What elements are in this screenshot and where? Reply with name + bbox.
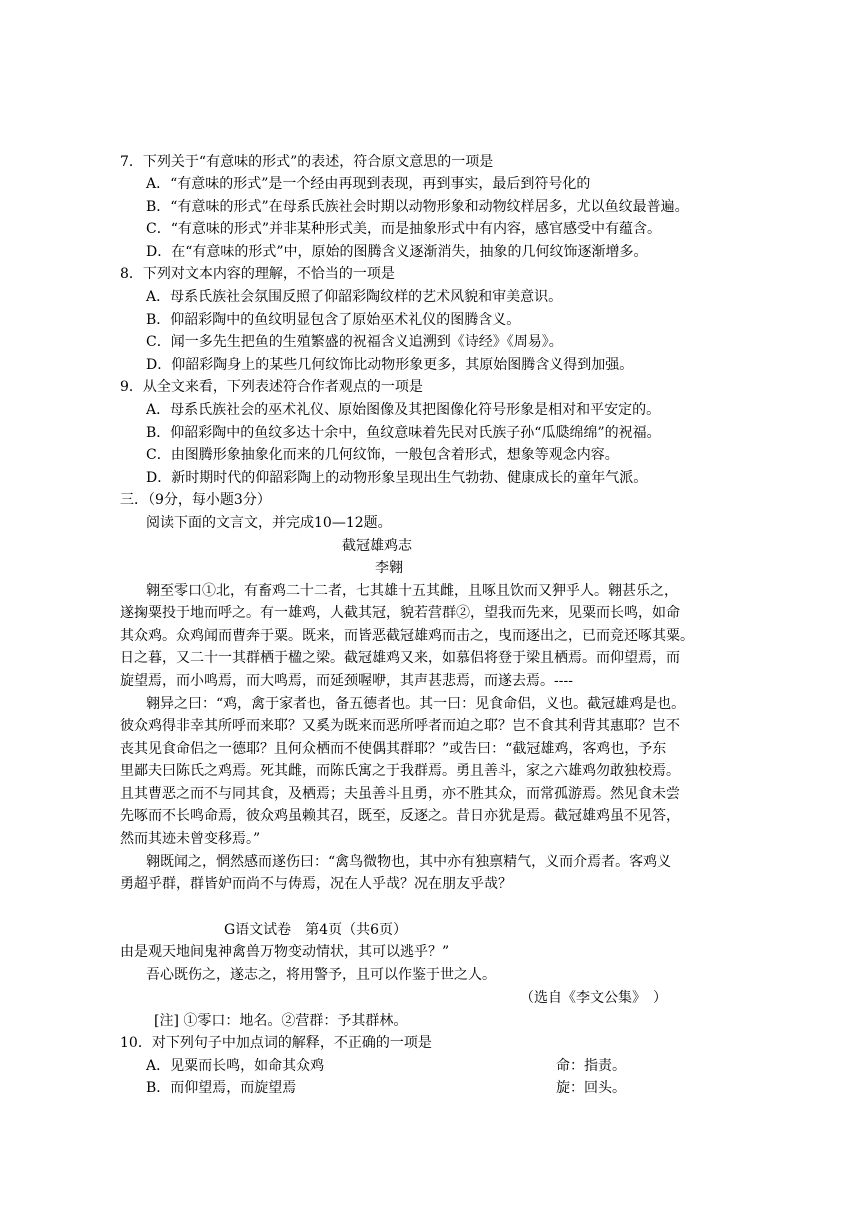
section-3-instruction: 阅读下面的文言文，并完成10—12题。	[146, 515, 392, 531]
passage-line: 翱异之曰：“鸡，禽于家者也，备五德者也。其一曰：见食命侣，义也。截冠雄鸡是也。	[146, 696, 686, 712]
passage-line: 丧其见食命侣之一德耶？且何众栖而不使偶其群耶？”或告曰：“截冠雄鸡，客鸡也，予东	[120, 741, 667, 757]
passage-line: 且其曹恶之而不与同其食，及栖焉；夫虽善斗且勇，亦不胜其众，而常孤游焉。然见食未尝	[120, 786, 680, 802]
option-text: B．而仰望焉，而旋望焉	[146, 1080, 297, 1096]
question-10-option-a	[146, 1056, 706, 1076]
passage-cont-line: 吾心既伤之，遂志之，将用警予，且可以作鉴于世之人。	[146, 967, 496, 983]
question-9-option-d: D．新时期时代的仰韶彩陶上的动物形象呈现出生气勃勃、健康成长的童年气派。	[146, 470, 648, 486]
question-8-option-b: B．仰韶彩陶中的鱼纹明显包含了原始巫术礼仪的图腾含义。	[146, 312, 521, 328]
question-8-stem: 8．下列对文本内容的理解，不恰当的一项是	[120, 266, 395, 282]
question-7-option-d: D．在“有意味的形式”中，原始的图腾含义逐渐消失，抽象的几何纹饰逐渐增多。	[146, 244, 648, 260]
question-9-stem: 9．从全文来看，下列表述符合作者观点的一项是	[120, 379, 423, 395]
passage-line: 翱既闻之，惘然感而遂伤曰：“禽鸟微物也，其中亦有独禀精气，义而介焉者。客鸡义	[146, 854, 672, 870]
passage-line: 里鄙夫曰陈氏之鸡焉。死其雌，而陈氏寓之于我群焉。勇且善斗，家之六雄鸡勿敢独校焉。	[120, 763, 680, 779]
passage-line: 旋望焉，而小鸣焉，而大鸣焉，而延颈喔咿，其声甚悲焉，而遂去焉。----	[120, 673, 573, 689]
option-gloss: 旋：回头。	[556, 1080, 626, 1096]
question-7-stem: 7．下列关于“有意味的形式”的表述，符合原文意思的一项是	[120, 154, 494, 170]
question-9-option-c: C．由图腾形象抽象化而来的几何纹饰，一般包含着形式，想象等观念内容。	[146, 447, 619, 463]
passage-line: 日之暮，又二十一其群栖于楹之梁。截冠雄鸡又来，如慕侣将登于梁且栖焉。而仰望焉，而	[120, 650, 680, 666]
passage-line: 勇超乎群，群皆妒而尚不与俦焉，况在人乎哉？况在朋友乎哉？	[120, 876, 512, 892]
question-10-option-b	[146, 1078, 706, 1098]
question-9-option-a: A．母系氏族社会的巫术礼仪、原始图像及其把图像化符号形象是相对和平安定的。	[146, 402, 661, 418]
option-text: A．见粟而长鸣，如命其众鸡	[146, 1058, 325, 1074]
passage-line: 然而其迹未曾变移焉。”	[120, 831, 261, 847]
question-9-option-b: B．仰韶彩陶中的鱼纹多达十余中，鱼纹意味着先民对氏族子孙“瓜瓞绵绵”的祝福。	[146, 425, 661, 441]
passage-line: 彼众鸡得非幸其所呼而来耶？又奚为既来而恶所呼者而迫之耶？岂不食其利背其惠耶？岂不	[120, 718, 680, 734]
question-7-option-b: B．“有意味的形式”在母系氏族社会时期以动物形象和动物纹样居多，尤以鱼纹最普遍。	[146, 199, 689, 215]
passage-line: 先啄而不长鸣命焉，彼众鸡虽赖其召，既至，反逐之。昔日亦犹是焉。截冠雄鸡虽不见答，	[120, 808, 680, 824]
passage-note: [注] ①零口：地名。②营群：予其群林。	[154, 1013, 408, 1029]
passage-line: 遂掬粟投于地而呼之。有一雄鸡，人截其冠，貌若营群②，望我而先来，见粟而长鸣，如命	[120, 605, 680, 621]
question-8-option-d: D．仰韶彩陶身上的某些几何纹饰比动物形象更多，其原始图腾含义得到加强。	[146, 357, 634, 373]
passage-cont-line: 由是观天地间鬼神禽兽万物变动情状，其可以逃乎？”	[120, 944, 450, 960]
passage-line: 翱至零口①北，有畜鸡二十二者，七其雄十五其雌，且啄且饮而又狎乎人。翱甚乐之，	[146, 583, 678, 599]
question-7-option-c: C．“有意味的形式”并非某种形式美，而是抽象形式中有内容，感官感受中有蕴含。	[146, 221, 662, 237]
passage-title: 截冠雄鸡志	[342, 538, 412, 554]
question-10-stem: 10．对下列句子中加点词的解释，不正确的一项是	[120, 1035, 432, 1051]
question-8-option-a: A．母系氏族社会氛围反照了仰韶彩陶纹样的艺术风貌和审美意识。	[146, 289, 563, 305]
page-footer: G语文试卷 第4页（共6页）	[224, 922, 407, 938]
passage-source: （选自《李文公集》 ）	[520, 990, 667, 1006]
passage-line: 其众鸡。众鸡闻而曹奔于粟。既来，而皆恶截冠雄鸡而击之，曳而逐出之，已而竞还啄其粟。	[120, 628, 694, 644]
question-7-option-a: A．“有意味的形式”是一个经由再现到表现，再到事实，最后到符号化的	[146, 176, 591, 192]
passage-author: 李翱	[375, 560, 403, 576]
option-gloss: 命：指责。	[556, 1058, 626, 1074]
question-8-option-c: C．闻一多先生把鱼的生殖繁盛的祝福含义追溯到《诗经》《周易》。	[146, 334, 563, 350]
section-3-heading: 三．（9分，每小题3分）	[120, 492, 271, 508]
